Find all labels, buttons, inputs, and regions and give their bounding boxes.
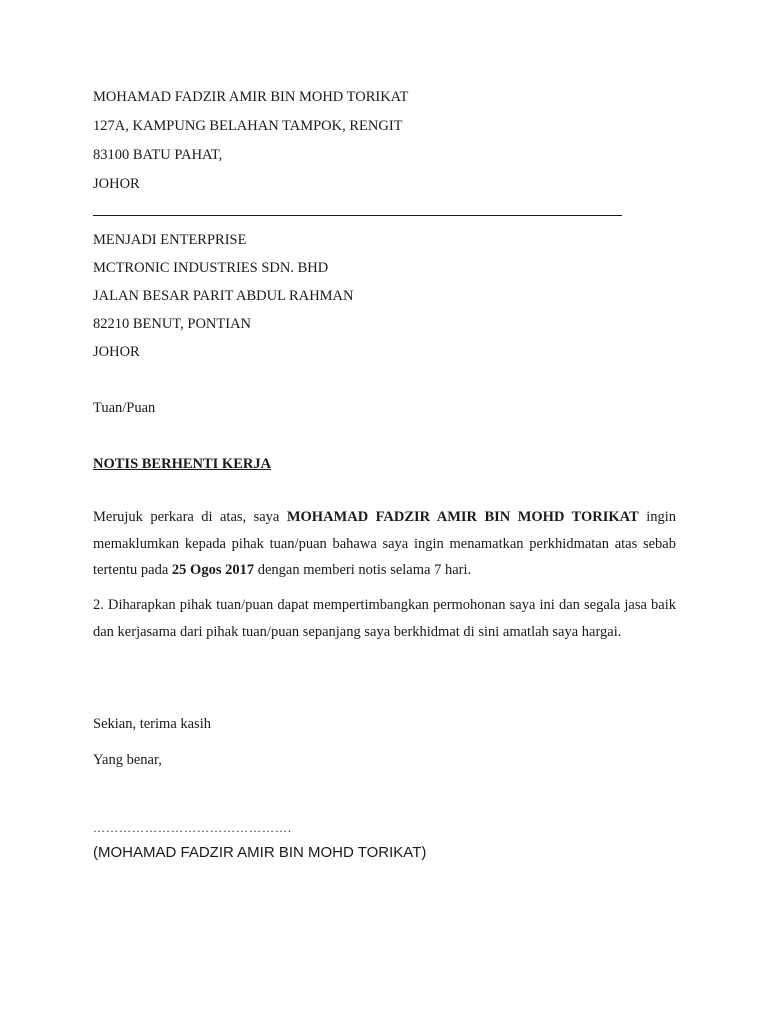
paragraph-1-part-1: Merujuk perkara di atas, saya: [93, 509, 287, 525]
paragraph-1-part-3: dengan memberi notis selama 7 hari.: [254, 562, 472, 578]
closing-thanks: Sekian, terima kasih: [93, 716, 211, 732]
salutation: Tuan/Puan: [93, 400, 156, 416]
paragraph-1-name: MOHAMAD FADZIR AMIR BIN MOHD TORIKAT: [286, 509, 639, 525]
signature-name: (MOHAMAD FADZIR AMIR BIN MOHD TORIKAT): [93, 844, 427, 861]
signature-line: ……………………………………….: [93, 821, 292, 835]
sender-address-line-1: 127A, KAMPUNG BELAHAN TAMPOK, RENGIT: [93, 118, 403, 134]
sender-state: JOHOR: [93, 176, 140, 192]
recipient-address-line-1: JALAN BESAR PARIT ABDUL RAHMAN: [93, 288, 354, 304]
sender-address-line-2: 83100 BATU PAHAT,: [93, 147, 223, 163]
sender-name: MOHAMAD FADZIR AMIR BIN MOHD TORIKAT: [93, 89, 409, 105]
paragraph-1-part-2: ingin memaklumkan kepada pihak tuan/puan bahawa saya ingin menamatkan perkhidmatan atas sebab tertentu pada: [93, 509, 676, 578]
closing-sign-off: Yang benar,: [93, 752, 162, 768]
paragraph-1: [93, 504, 676, 584]
paragraph-1-date: 25 Ogos 2017: [171, 562, 255, 578]
paragraph-2: 2. Diharapkan pihak tuan/puan dapat mempertimbangkan permohonan saya ini dan segala jasa baik dan kerjasama dari pihak tuan/puan sepanjang saya berkhidmat di sini amatlah saya hargai.: [93, 597, 676, 640]
recipient-address-line-2: 82210 BENUT, PONTIAN: [93, 316, 252, 332]
separator-line: [93, 215, 622, 216]
recipient-state: JOHOR: [93, 344, 140, 360]
recipient-company: MCTRONIC INDUSTRIES SDN. BHD: [93, 260, 329, 276]
recipient-attention: MENJADI ENTERPRISE: [93, 232, 247, 248]
letter-subject: NOTIS BERHENTI KERJA: [93, 456, 272, 472]
